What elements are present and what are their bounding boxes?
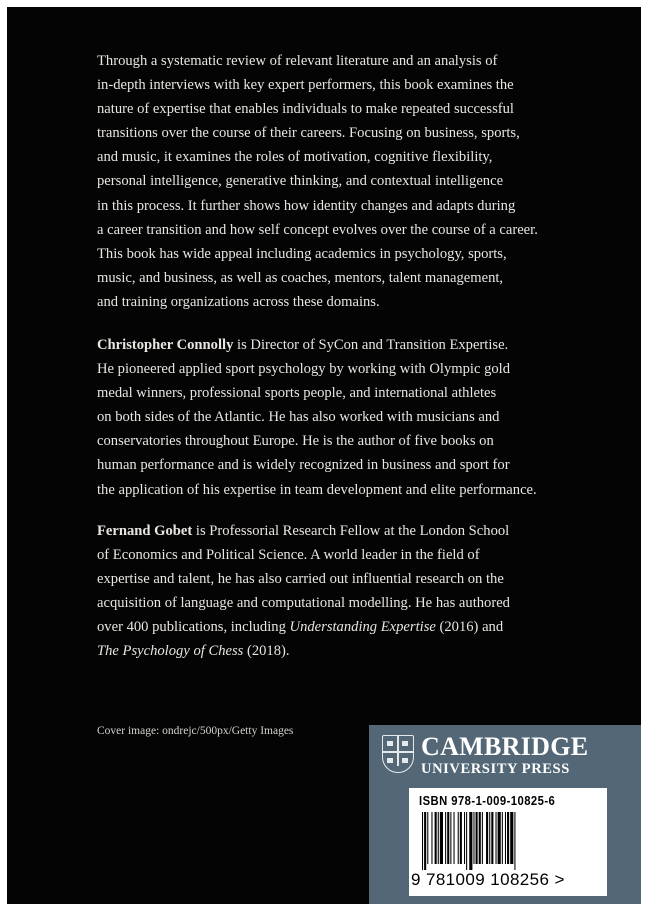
- author-bio-text: is Professorial Research Fellow at the London School of Economics and Political Science. A world leader in the field of expertise and talent, he has also carried out influential research on the acquisition of language and computational modelling. He has authored over 400 publications, including: [97, 523, 510, 636]
- isbn-label: ISBN 978-1-009-10825-6: [419, 794, 556, 808]
- author-bio-text: (2018).: [243, 643, 290, 660]
- publisher-panel: [369, 725, 641, 904]
- book-title: The Psychology of Chess: [97, 643, 244, 660]
- cover-image-credit: Cover image: ondrejc/500px/Getty Images: [97, 725, 294, 737]
- publisher-name: CAMBRIDGE: [421, 732, 589, 761]
- barcode-digits: 9 781009 108256 >: [411, 870, 565, 889]
- publisher-subtitle: UNIVERSITY PRESS: [421, 761, 570, 777]
- author-bio-gobet: [97, 519, 609, 664]
- author-name: Fernand Gobet: [97, 523, 193, 539]
- book-blurb: Through a systematic review of relevant literature and an analysis of in-depth interviews with key expert performers, this book examines the nature of expertise that enables individuals to make repeated successful transitions over the course of their careers. Focusing on business, sports, and music, it examines the roles of motivation, cognitive flexibility, personal intelligence, generative thinking, and contextual intelligence in this process. It further shows how identity changes and adapts during a career transition and how self concept evolves over the course of a career. This book has wide appeal including academics in psychology, sports, music, and business, as well as coaches, mentors, talent management, and training organizations across these domains.: [97, 53, 538, 310]
- author-name: Christopher Connolly: [97, 337, 234, 353]
- back-cover: [7, 7, 641, 904]
- author-bio-text: (2016) and: [439, 619, 504, 636]
- author-bio-connolly: [97, 333, 609, 502]
- author-bio-text: is Director of SyCon and Transition Expertise. He pioneered applied sport psychology by working with Olympic gold medal winners, professional sports people, and international athletes on both sides of the Atlantic. He has also worked with musicians and conservatories throughout Europe. He is the author of five books on human performance and is widely recognized in business and sport for the application of his expertise in team development and elite performance.: [97, 337, 537, 498]
- cambridge-crest-icon: [382, 735, 414, 773]
- barcode-bars: [422, 812, 594, 870]
- isbn-barcode: [409, 788, 607, 896]
- book-title: Understanding Expertise: [289, 619, 436, 636]
